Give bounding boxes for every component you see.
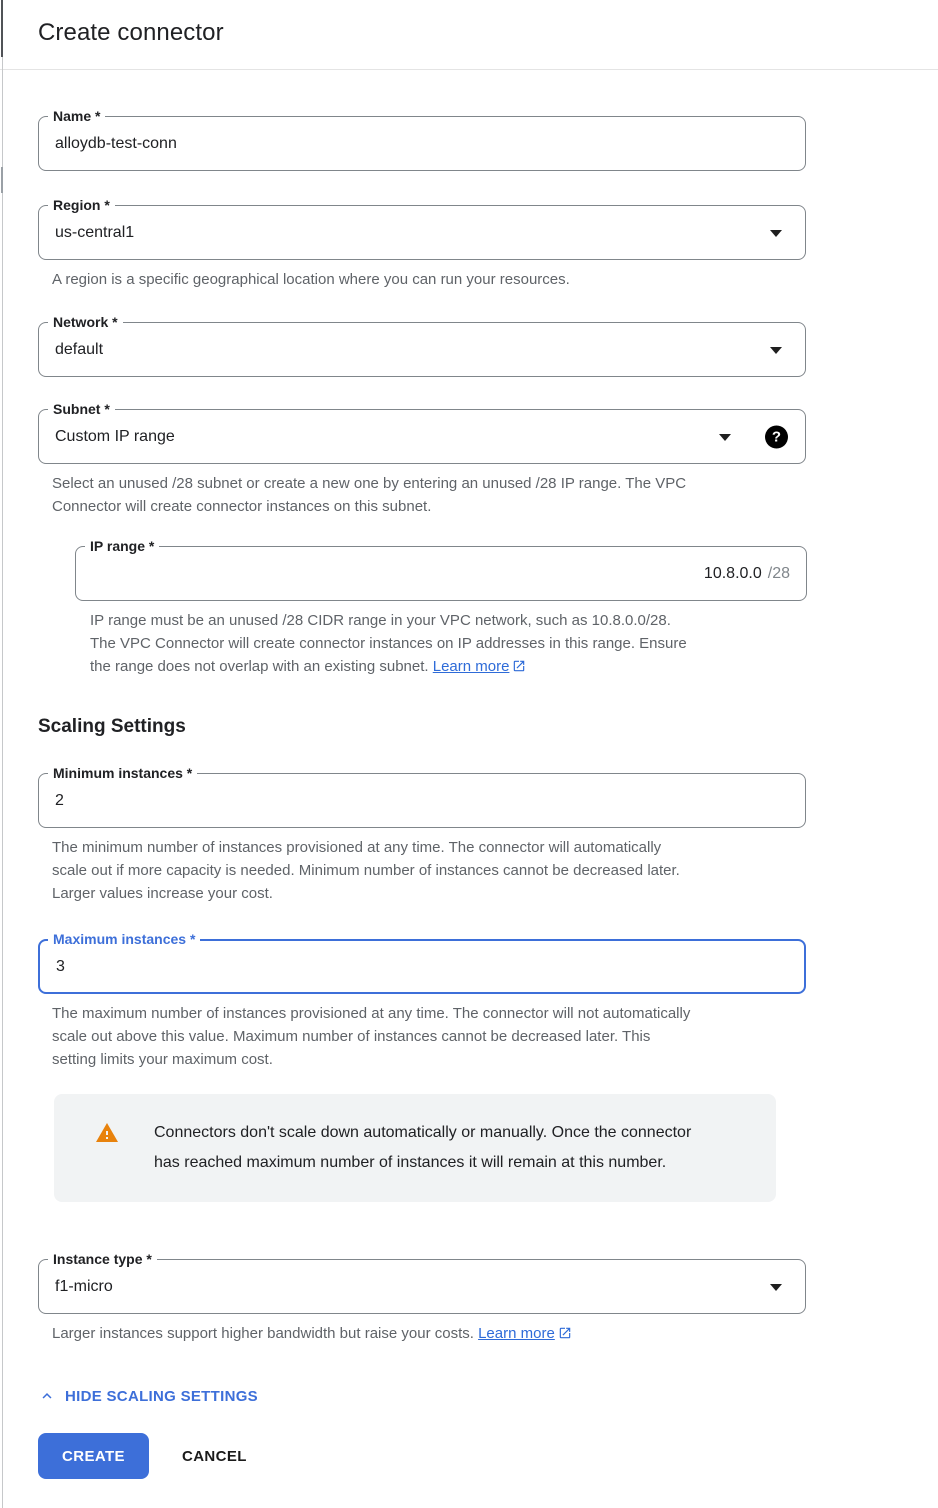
chevron-down-icon — [770, 347, 782, 354]
warning-text: Connectors don't scale down automatically or manually. Once the connector has reached maximum number of instances it will remain at this number. — [154, 1124, 692, 1171]
chevron-down-icon — [719, 434, 731, 441]
ip-range-field-value: 10.8.0.0 — [703, 564, 762, 582]
panel-left-edge-dark-segment-2 — [1, 167, 3, 193]
region-select-label: Region * — [48, 197, 115, 214]
ip-range-value-wrap — [704, 565, 790, 583]
network-select[interactable] — [38, 314, 806, 377]
instance-type-helper — [52, 1322, 752, 1345]
name-field[interactable] — [38, 108, 806, 171]
panel-left-edge — [2, 0, 3, 1508]
maximum-instances-value: 3 — [56, 957, 65, 975]
region-select[interactable] — [38, 197, 806, 260]
network-select-value: default — [55, 340, 104, 358]
instance-type-learn-more-link[interactable]: Learn more — [478, 1325, 572, 1342]
subnet-select-value: Custom IP range — [55, 427, 175, 445]
minimum-instances-helper-text: The minimum number of instances provisioned at any time. The connector will automatically scale out if more capacity is needed. Minimum number of instances cannot be decreased later. Larger values increase your cost. — [52, 839, 680, 902]
panel-left-edge-dark-segment — [1, 0, 3, 57]
subnet-helper-text: Select an unused /28 subnet or create a new one by entering an unused /28 IP range. The VPC Connector will create connector instances on this subnet. — [52, 475, 687, 515]
hide-scaling-settings-toggle[interactable] — [38, 1387, 258, 1405]
open-in-new-icon — [558, 1326, 572, 1340]
region-select-value: us-central1 — [55, 223, 135, 241]
maximum-instances-label: Maximum instances * — [48, 931, 200, 948]
open-in-new-icon — [512, 659, 526, 673]
minimum-instances-value: 2 — [55, 791, 64, 809]
scaling-settings-heading: Scaling Settings — [38, 716, 186, 737]
maximum-instances-helper-text: The maximum number of instances provisioned at any time. The connector will not automatically scale out above this value. Maximum number of instances cannot be decreased later. This setting limits your maximum cost. — [52, 1005, 691, 1068]
cancel-button[interactable]: CANCEL — [181, 1447, 247, 1465]
chevron-down-icon — [770, 1284, 782, 1291]
ip-range-cidr-suffix: /28 — [767, 564, 790, 582]
create-connector-form — [0, 108, 938, 1479]
instance-type-helper-text: Larger instances support higher bandwidth but raise your costs. — [52, 1325, 474, 1342]
instance-type-value: f1-micro — [55, 1277, 113, 1295]
warning-icon — [95, 1118, 119, 1178]
maximum-instances-field[interactable] — [38, 931, 806, 994]
ip-range-field-label: IP range * — [85, 538, 159, 555]
form-actions — [38, 1433, 938, 1479]
ip-range-helper-text: IP range must be an unused /28 CIDR range in your VPC network, such as 10.8.0.0/28. The VPC Connector will create connector instances on IP addresses in this range. Ensure the range does not overlap with an existing subnet. — [90, 612, 687, 675]
scaling-warning-banner — [54, 1094, 776, 1202]
panel-header — [0, 0, 938, 70]
network-select-label: Network * — [48, 314, 123, 331]
chevron-up-icon — [38, 1387, 56, 1405]
instance-type-label: Instance type * — [48, 1251, 157, 1268]
ip-range-learn-more-link[interactable]: Learn more — [433, 658, 527, 675]
instance-type-select[interactable] — [38, 1251, 806, 1314]
subnet-select-label: Subnet * — [48, 401, 115, 418]
ip-range-helper — [90, 609, 690, 678]
chevron-down-icon — [770, 230, 782, 237]
create-button[interactable]: CREATE — [38, 1433, 149, 1479]
minimum-instances-field[interactable] — [38, 765, 806, 828]
name-field-value: alloydb-test-conn — [55, 134, 177, 152]
subnet-select[interactable] — [38, 401, 806, 464]
minimum-instances-label: Minimum instances * — [48, 765, 197, 782]
hide-scaling-settings-label: HIDE SCALING SETTINGS — [65, 1387, 258, 1405]
ip-range-field[interactable] — [75, 538, 807, 601]
help-icon[interactable]: ? — [765, 425, 788, 448]
name-field-label: Name * — [48, 108, 105, 125]
page-title: Create connector — [38, 19, 224, 46]
region-helper-text: A region is a specific geographical location where you can run your resources. — [52, 271, 570, 288]
